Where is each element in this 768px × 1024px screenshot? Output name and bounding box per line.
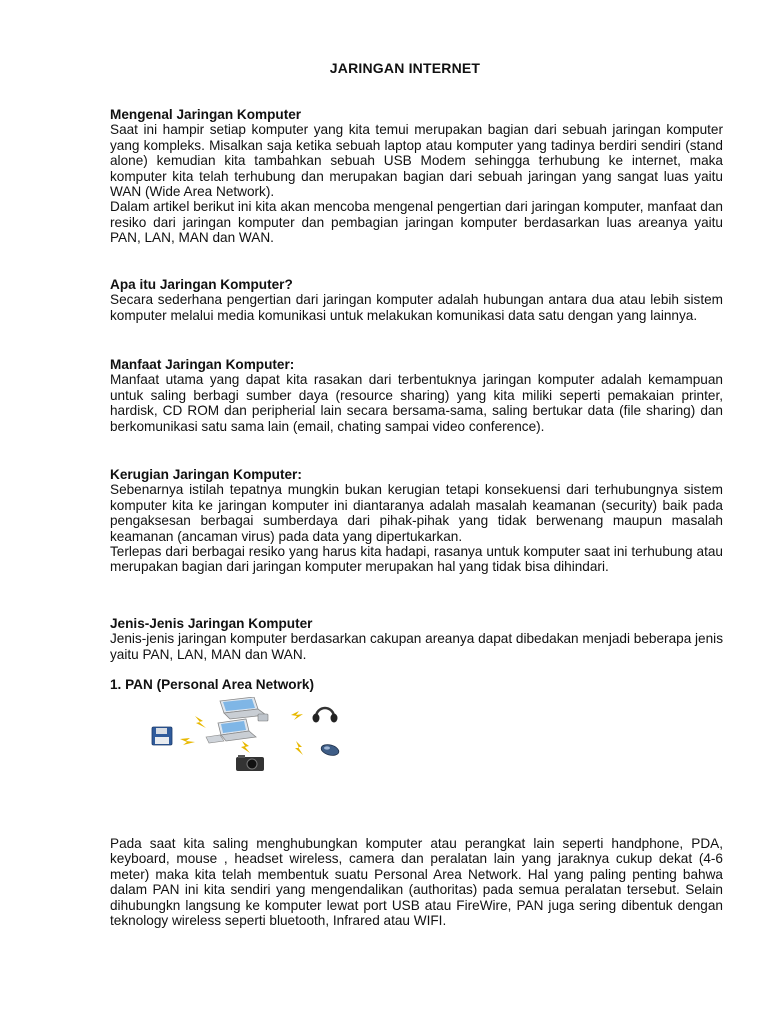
keyboard-icon [206, 735, 224, 743]
section-heading: Apa itu Jaringan Komputer? [110, 277, 293, 292]
paragraph: Saat ini hampir setiap komputer yang kita temui merupakan bagian dari sebuah jaringan komputer yang kompleks. Misalkan saja ketika sebuah laptop atau komputer yang tadinya berdiri sendiri (stand alone) kemudian kita tambahkan sebuah USB Modem sehingga terhubung ke internet, maka komputer kita telah terhubung dan merupakan bagian dari sebuah jaringan yang sangat luas yaitu WAN (Wide Area Network). [110, 122, 723, 200]
section-manfaat [110, 357, 723, 434]
headset-icon [313, 708, 338, 723]
section-heading: Manfaat Jaringan Komputer: [110, 357, 295, 372]
section-mengenal [110, 107, 723, 246]
section-pan-description [110, 836, 723, 928]
section-heading: Mengenal Jaringan Komputer [110, 107, 302, 122]
paragraph: Dalam artikel berikut ini kita akan mencoba mengenal pengertian dari jaringan komputer, manfaat dan resiko dari jaringan komputer dan pembagian jaringan komputer berdasarkan luas areanya yaitu PAN, LAN, MAN dan WAN. [110, 199, 723, 246]
paragraph: Jenis-jenis jaringan komputer berdasarkan cakupan areanya dapat dibedakan menjadi beberapa jenis yaitu PAN, LAN, MAN dan WAN. [110, 631, 723, 662]
paragraph: Sebenarnya istilah tepatnya mungkin bukan kerugian tetapi konsekuensi dari terhubungnya sistem komputer kita ke jaringan komputer ini diantaranya adalah masalah keamanan (security) baik pada pengaksesan berbagai sumberdaya dari pihak-pihak yang tidak berwenang maupun masalah keamanan (ancaman virus) pada data yang dipertukarkan. [110, 482, 723, 544]
paragraph: Terlepas dari berbagai resiko yang harus kita hadapi, rasanya untuk komputer saat ini terhubung atau merupakan bagian dari jaringan komputer merupakan hal yang tidak bisa dihindari. [110, 544, 723, 575]
section-jenis [110, 616, 723, 662]
paragraph: Manfaat utama yang dapat kita rasakan dari terbentuknya jaringan komputer adalah kemampuan untuk saling berbagi sumber daya (resource sharing) yang kita miliki seperti pemakaian printer, hardisk, CD ROM dan peripherial lain secara bersama-sama, saling bertukar data (file sharing) dan berkomunikasi satu sama lain (email, chating sampai video conference). [110, 372, 723, 434]
laptop-icon [218, 719, 256, 741]
camera-icon [236, 755, 264, 771]
paragraph: Secara sederhana pengertian dari jaringan komputer adalah hubungan antara dua atau lebih sistem komputer melalui media komunikasi untuk melakukan komunikasi data satu dengan yang lainnya. [110, 292, 723, 323]
mouse-icon [320, 743, 340, 757]
section-kerugian [110, 467, 723, 575]
pda-icon [258, 714, 268, 721]
section-heading: Kerugian Jaringan Komputer: [110, 467, 302, 482]
pan-network-illustration [150, 697, 350, 775]
floppy-disk-icon [152, 727, 172, 745]
section-heading: 1. PAN (Personal Area Network) [110, 677, 314, 692]
section-pan [110, 677, 723, 692]
section-heading: Jenis-Jenis Jaringan Komputer [110, 616, 313, 631]
section-apa-itu [110, 277, 723, 323]
paragraph: Pada saat kita saling menghubungkan komputer atau perangkat lain seperti handphone, PDA, keyboard, mouse , headset wireless, camera dan peralatan lain yang jaraknya cukup dekat (4-6 meter) maka kita telah membentuk suatu Personal Area Network. Hal yang paling penting bahwa dalam PAN ini kita sendiri yang mengendalikan (authoritas) pada semua peralatan tersebut. Selain dihubungkn langsung ke komputer lewat port USB atau FireWire, PAN juga sering dibentuk dengan teknology wireless seperti bluetooth, Infrared atau WIFI. [110, 836, 723, 929]
document-title: JARINGAN INTERNET [329, 60, 481, 76]
